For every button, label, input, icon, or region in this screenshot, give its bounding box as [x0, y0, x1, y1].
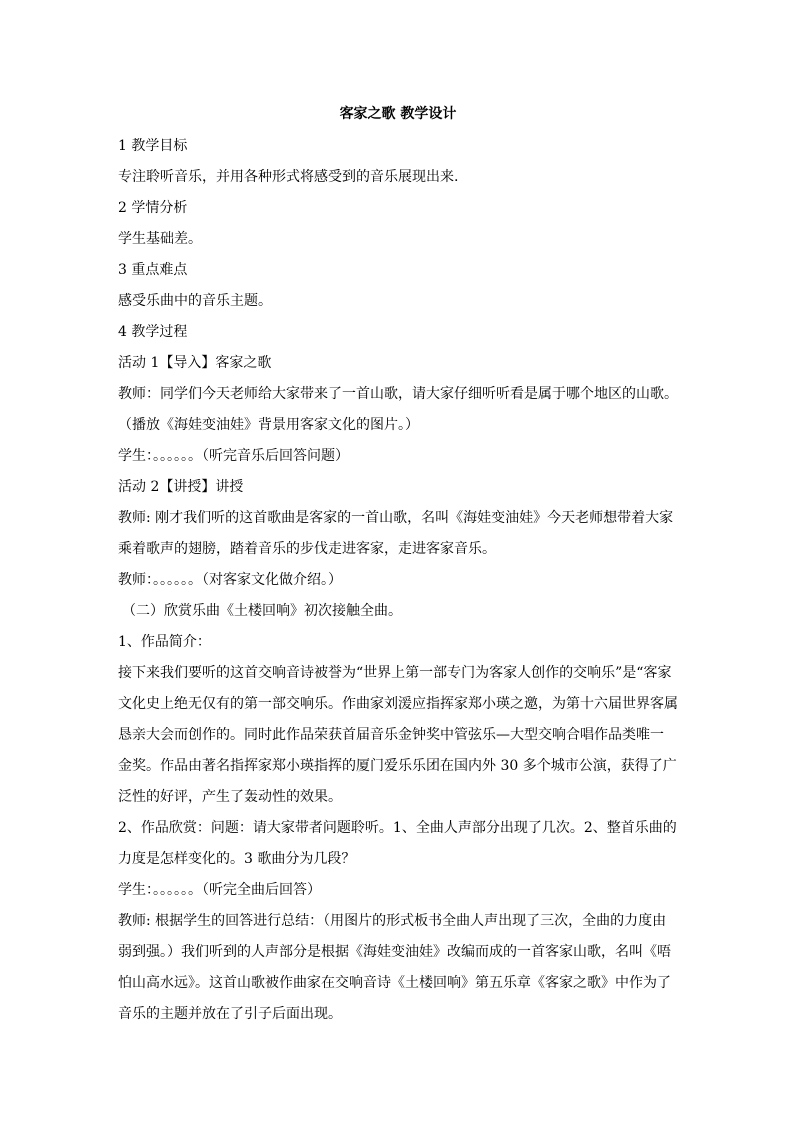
paragraph-line: 金奖。作品由著名指挥家郑小瑛指挥的厦门爱乐乐团在国内外 30 多个城市公演，获得了广	[118, 758, 677, 774]
paragraph-line: 怕山高水远》。这首山歌被作曲家在交响音诗《土楼回响》第五乐章《客家之歌》中作为了	[118, 975, 671, 991]
paragraph-line: 2、作品欣赏：问题：请大家带者问题聆听。1、全曲人声部分出现了几次。2、整首乐曲的	[118, 820, 677, 836]
paragraph-line: 力度是怎样变化的。3 歌曲分为几段？	[118, 851, 356, 867]
paragraph-line: 弱到强。）我们听到的人声部分是根据《海娃变油娃》改编而成的一首客家山歌，名叫《唔	[118, 944, 671, 960]
paragraph-line: 音乐的主题并放在了引子后面出现。	[118, 1006, 342, 1022]
paragraph-line: 学生：。。。。。。（听完全曲后回答）	[118, 882, 321, 898]
paragraph-line: 专注聆听音乐，并用各种形式将感受到的音乐展现出来.	[118, 169, 459, 185]
paragraph-line: 接下来我们要听的这首交响音诗被誉为“世界上第一部专门为客家人创作的交响乐”是“客家	[118, 665, 672, 681]
paragraph-line: 教师: 根据学生的回答进行总结：（用图片的形式板书全曲人声出现了三次，全曲的力度由	[118, 913, 667, 929]
paragraph-line: 教师: 刚才我们听的这首歌曲是客家的一首山歌，名叫《海娃变油娃》今天老师想带着大家	[118, 510, 674, 526]
paragraph-line: 乘着歌声的翅膀，踏着音乐的步伐走进客家，走进客家音乐。	[118, 541, 496, 557]
section-heading-analysis: 2 学情分析	[118, 200, 188, 216]
section-heading-key-points: 3 重点难点	[118, 262, 188, 278]
paragraph-line: 1、作品简介：	[118, 634, 211, 650]
paragraph-line: （二）欣赏乐曲《土楼回响》初次接触全曲。	[122, 603, 402, 619]
paragraph-line: 恳亲大会而创作的。同时此作品荣获首届音乐金钟奖中管弦乐—大型交响合唱作品类唯一	[118, 727, 664, 743]
activity-heading: 活动 2【讲授】讲授	[118, 479, 244, 495]
paragraph-line: （播放《海娃变油娃》背景用客家文化的图片。）	[118, 417, 419, 433]
activity-heading: 活动 1【导入】客家之歌	[118, 355, 272, 371]
paragraph-line: 教师：同学们今天老师给大家带来了一首山歌，请大家仔细听听看是属于哪个地区的山歌。	[118, 386, 678, 402]
document-title: 客家之歌 教学设计	[339, 106, 457, 122]
paragraph-line: 学生基础差。	[118, 231, 202, 247]
paragraph-line: 文化史上绝无仅有的第一部交响乐。作曲家刘湲应指挥家郑小瑛之邀，为第十六届世界客属	[118, 696, 678, 712]
paragraph-line: 泛性的好评，产生了轰动性的效果。	[118, 789, 342, 805]
paragraph-line: 教师：。。。。。。（对客家文化做介绍。）	[118, 572, 342, 588]
paragraph-line: 感受乐曲中的音乐主题。	[118, 293, 272, 309]
document-page	[118, 100, 678, 1030]
section-heading-objectives: 1 教学目标	[118, 138, 188, 154]
section-heading-process: 4 教学过程	[118, 324, 188, 340]
paragraph-line: 学生：。。。。。。（听完音乐后回答问题）	[118, 448, 349, 464]
